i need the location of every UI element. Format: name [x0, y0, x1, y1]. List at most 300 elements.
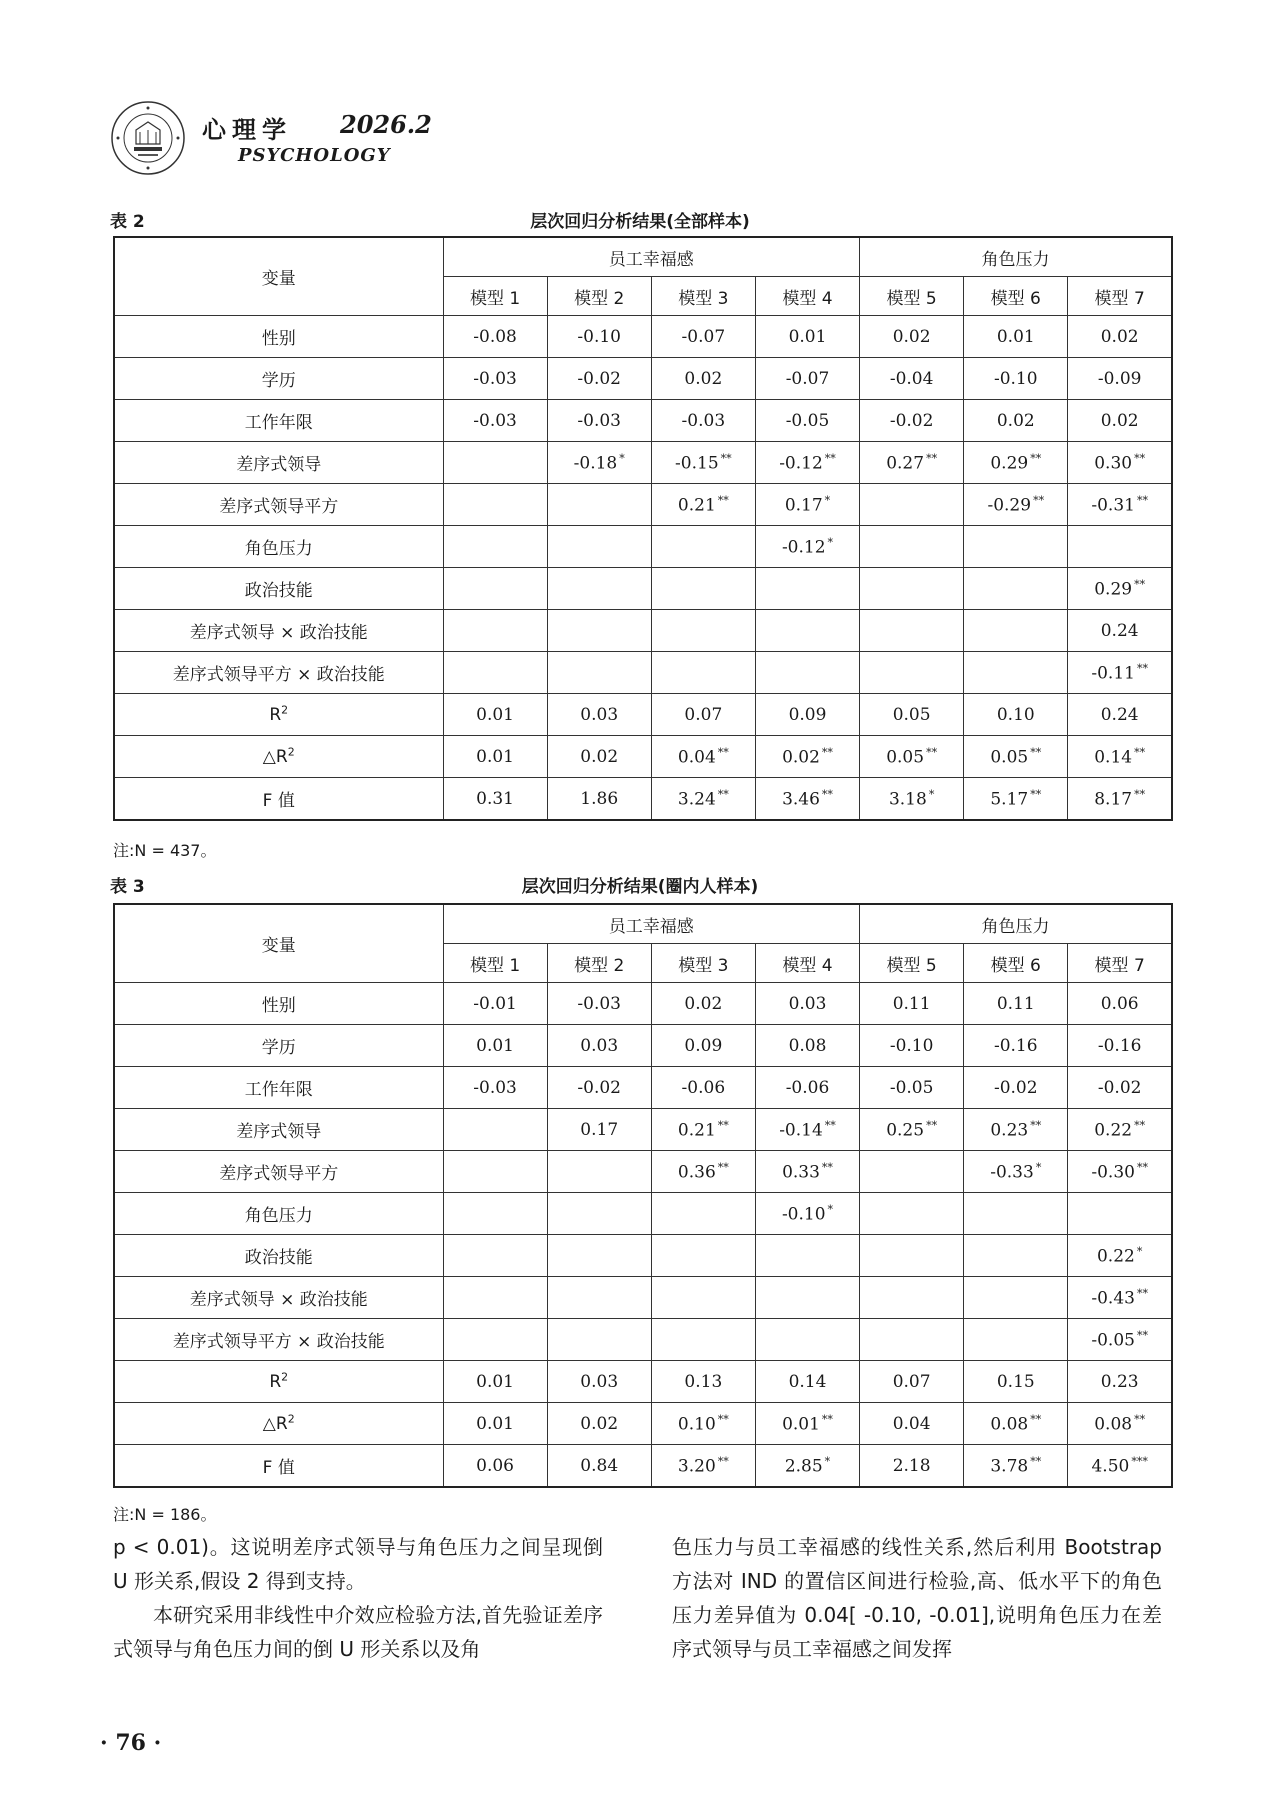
- significance-marker: **: [926, 745, 938, 759]
- row-label: 学历: [114, 1025, 443, 1067]
- table-row: [114, 526, 1172, 568]
- table-row: [114, 1109, 1172, 1151]
- table-cell: 3.46 **: [755, 778, 859, 821]
- table-cell: -0.07: [651, 316, 755, 358]
- table-cell: [860, 652, 964, 694]
- table-cell: -0.12 **: [755, 442, 859, 484]
- significance-marker: **: [824, 451, 836, 465]
- table-cell: -0.02: [547, 358, 651, 400]
- body-right-column: [672, 1530, 1162, 1666]
- table-cell: [755, 1277, 859, 1319]
- table-cell: [860, 1235, 964, 1277]
- row-label: 差序式领导平方: [114, 1151, 443, 1193]
- table-cell: -0.07: [755, 358, 859, 400]
- table-cell: [547, 1319, 651, 1361]
- significance-marker: **: [1136, 1160, 1148, 1174]
- table-cell: [547, 484, 651, 526]
- table-cell: 0.09: [755, 694, 859, 736]
- significance-marker: *: [827, 535, 834, 549]
- table-cell: [547, 526, 651, 568]
- table-cell: 0.09: [651, 1025, 755, 1067]
- table-cell: 0.01 **: [755, 1403, 859, 1445]
- table-cell: 0.02: [1068, 316, 1172, 358]
- table-cell: 1.86: [547, 778, 651, 821]
- model-header-5: 模型 5: [860, 944, 964, 983]
- model-header-2: 模型 2: [547, 944, 651, 983]
- table-cell: 8.17 **: [1068, 778, 1172, 821]
- table-cell: 0.21 **: [651, 484, 755, 526]
- table-cell: -0.02: [964, 1067, 1068, 1109]
- table-cell: -0.14 **: [755, 1109, 859, 1151]
- significance-marker: **: [1136, 1286, 1148, 1300]
- significance-marker: **: [926, 451, 938, 465]
- table-cell: 0.01: [964, 316, 1068, 358]
- table-cell: -0.06: [651, 1067, 755, 1109]
- table-cell: [755, 652, 859, 694]
- table-cell: -0.30 **: [1068, 1151, 1172, 1193]
- significance-marker: **: [1030, 745, 1042, 759]
- row-label: F 值: [114, 1445, 443, 1488]
- table-cell: -0.31 **: [1068, 484, 1172, 526]
- table-cell: [860, 568, 964, 610]
- table-cell: 0.13: [651, 1361, 755, 1403]
- row-label: 政治技能: [114, 568, 443, 610]
- significance-marker: *: [1035, 1160, 1042, 1174]
- table-cell: [964, 568, 1068, 610]
- table-cell: 0.23: [1068, 1361, 1172, 1403]
- table-cell: [651, 652, 755, 694]
- table2-group-role-stress: 角色压力: [860, 237, 1172, 277]
- table-row: [114, 610, 1172, 652]
- table-cell: -0.18 *: [547, 442, 651, 484]
- table-cell: 0.21 **: [651, 1109, 755, 1151]
- table-row: [114, 1361, 1172, 1403]
- table-cell: 0.01: [443, 1361, 547, 1403]
- table-cell: -0.03: [443, 358, 547, 400]
- table-cell: 3.18 *: [860, 778, 964, 821]
- significance-marker: **: [821, 1412, 833, 1426]
- table-cell: [1068, 526, 1172, 568]
- table-cell: -0.03: [547, 983, 651, 1025]
- table3-group-role-stress: 角色压力: [860, 904, 1172, 944]
- table-cell: [443, 1235, 547, 1277]
- table-cell: 3.20 **: [651, 1445, 755, 1488]
- table-cell: [964, 1319, 1068, 1361]
- significance-marker: **: [717, 787, 729, 801]
- table-cell: [651, 1319, 755, 1361]
- table-cell: 0.08 **: [964, 1403, 1068, 1445]
- table-cell: -0.06: [755, 1067, 859, 1109]
- row-label: 差序式领导 × 政治技能: [114, 1277, 443, 1319]
- table-cell: 0.02: [1068, 400, 1172, 442]
- journal-seal-logo: [110, 100, 186, 176]
- table-row: [114, 400, 1172, 442]
- model-header-3: 模型 3: [651, 277, 755, 316]
- significance-marker: *: [1136, 1244, 1143, 1258]
- table2-body: [114, 316, 1172, 821]
- model-header-7: 模型 7: [1068, 277, 1172, 316]
- significance-marker: **: [717, 493, 729, 507]
- body-paragraph: 色压力与员工幸福感的线性关系,然后利用 Bootstrap 方法对 IND 的置信区间进行检验,高、低水平下的角色压力差异值为 0.04[ -0.10, -0.01],说明角色压力在差序式领导与员工幸福感之间发挥: [672, 1535, 1162, 1661]
- row-label: 学历: [114, 358, 443, 400]
- table-cell: 0.07: [860, 1361, 964, 1403]
- table2-title: 层次回归分析结果(全部样本): [530, 212, 750, 232]
- row-label: 工作年限: [114, 400, 443, 442]
- significance-marker: **: [1134, 451, 1146, 465]
- significance-marker: *: [619, 451, 625, 465]
- table-cell: -0.29 **: [964, 484, 1068, 526]
- table-row: [114, 1403, 1172, 1445]
- table-cell: 0.02 **: [755, 736, 859, 778]
- table-row: [114, 568, 1172, 610]
- row-label: 差序式领导: [114, 1109, 443, 1151]
- significance-marker: **: [821, 1160, 833, 1174]
- table-cell: 0.01: [443, 736, 547, 778]
- table-cell: [547, 652, 651, 694]
- significance-marker: **: [1136, 661, 1148, 675]
- table-cell: -0.03: [651, 400, 755, 442]
- table-cell: [651, 1235, 755, 1277]
- significance-marker: **: [1030, 787, 1042, 801]
- table2-note: 注:N = 437。: [113, 841, 217, 860]
- significance-marker: **: [717, 1160, 729, 1174]
- table-cell: 0.08 **: [1068, 1403, 1172, 1445]
- table-cell: [964, 1193, 1068, 1235]
- table-cell: 0.17 *: [755, 484, 859, 526]
- table-cell: 2.85 *: [755, 1445, 859, 1488]
- table-cell: 0.03: [547, 694, 651, 736]
- table-row: [114, 778, 1172, 821]
- row-label: $\triangle R^2$: [114, 1403, 443, 1445]
- table-row: [114, 358, 1172, 400]
- row-label: 角色压力: [114, 1193, 443, 1235]
- table-cell: [443, 1109, 547, 1151]
- issue-number: 2026.2: [340, 110, 432, 139]
- table-cell: -0.10: [860, 1025, 964, 1067]
- table-cell: 5.17 **: [964, 778, 1068, 821]
- significance-marker: **: [717, 1412, 729, 1426]
- table-cell: [964, 1277, 1068, 1319]
- table2-var-header: 变量: [114, 237, 443, 316]
- table-cell: 0.10 **: [651, 1403, 755, 1445]
- table-cell: 0.01: [443, 1025, 547, 1067]
- table-cell: -0.05: [860, 1067, 964, 1109]
- significance-marker: **: [1134, 1412, 1146, 1426]
- table-cell: [547, 1151, 651, 1193]
- table-cell: [443, 442, 547, 484]
- table-row: [114, 316, 1172, 358]
- table-cell: 0.30 **: [1068, 442, 1172, 484]
- table-row: [114, 1025, 1172, 1067]
- table-cell: 0.22 **: [1068, 1109, 1172, 1151]
- table-cell: [443, 526, 547, 568]
- row-label: F 值: [114, 778, 443, 821]
- significance-marker: **: [1136, 1328, 1148, 1342]
- table-cell: 0.01: [443, 1403, 547, 1445]
- table-row: [114, 442, 1172, 484]
- significance-marker: **: [717, 745, 729, 759]
- table2-number: 表 2: [110, 212, 145, 232]
- table-cell: [443, 610, 547, 652]
- table-row: [114, 1193, 1172, 1235]
- table-cell: [443, 1277, 547, 1319]
- table-cell: 0.11: [964, 983, 1068, 1025]
- table-cell: 0.03: [755, 983, 859, 1025]
- table-cell: -0.10: [964, 358, 1068, 400]
- significance-marker: **: [1136, 493, 1148, 507]
- table-cell: [964, 1235, 1068, 1277]
- body-paragraph: 本研究采用非线性中介效应检验方法,首先验证差序式领导与角色压力间的倒 U 形关系以及角: [113, 1603, 603, 1661]
- table-cell: 0.02: [547, 1403, 651, 1445]
- table-cell: -0.05: [755, 400, 859, 442]
- table-cell: [651, 568, 755, 610]
- table-cell: [860, 1151, 964, 1193]
- table-cell: 0.01: [443, 694, 547, 736]
- table-cell: [443, 1151, 547, 1193]
- row-label: 差序式领导平方 × 政治技能: [114, 1319, 443, 1361]
- table-cell: 0.03: [547, 1361, 651, 1403]
- significance-marker: **: [1030, 1412, 1042, 1426]
- table-cell: [547, 568, 651, 610]
- model-header-3: 模型 3: [651, 944, 755, 983]
- table-cell: -0.33 *: [964, 1151, 1068, 1193]
- table-cell: 0.02: [547, 736, 651, 778]
- table-cell: [651, 526, 755, 568]
- table-cell: [443, 1319, 547, 1361]
- table-cell: [755, 610, 859, 652]
- table-cell: -0.03: [547, 400, 651, 442]
- significance-marker: **: [1030, 451, 1042, 465]
- significance-marker: **: [1134, 745, 1146, 759]
- table-cell: -0.09: [1068, 358, 1172, 400]
- journal-title-cn: 心理学: [202, 116, 292, 144]
- table-cell: 0.33 **: [755, 1151, 859, 1193]
- significance-marker: **: [926, 1118, 938, 1132]
- table-cell: 0.04: [860, 1403, 964, 1445]
- table-cell: 0.14 **: [1068, 736, 1172, 778]
- table-cell: -0.04: [860, 358, 964, 400]
- page-number: · 76 ·: [100, 1730, 162, 1756]
- table-row: [114, 983, 1172, 1025]
- row-label: 差序式领导平方: [114, 484, 443, 526]
- significance-marker: ***: [1131, 1454, 1148, 1468]
- model-header-6: 模型 6: [964, 944, 1068, 983]
- row-label: 性别: [114, 316, 443, 358]
- row-label: 工作年限: [114, 1067, 443, 1109]
- table-cell: -0.03: [443, 1067, 547, 1109]
- table-cell: -0.03: [443, 400, 547, 442]
- table-cell: 0.29 **: [964, 442, 1068, 484]
- table-cell: [860, 484, 964, 526]
- significance-marker: **: [1134, 1118, 1146, 1132]
- table-cell: [755, 1235, 859, 1277]
- significance-marker: **: [1030, 1454, 1042, 1468]
- table-cell: 0.08: [755, 1025, 859, 1067]
- table-cell: [651, 1193, 755, 1235]
- table-cell: 3.24 **: [651, 778, 755, 821]
- significance-marker: **: [1033, 493, 1045, 507]
- table-row: [114, 1445, 1172, 1488]
- table-cell: -0.15 **: [651, 442, 755, 484]
- table-cell: 3.78 **: [964, 1445, 1068, 1488]
- body-left-column: [113, 1530, 603, 1666]
- table-cell: -0.02: [860, 400, 964, 442]
- table3-number: 表 3: [110, 877, 145, 897]
- table-cell: 0.02: [651, 358, 755, 400]
- table-cell: 0.05: [860, 694, 964, 736]
- table-cell: 0.10: [964, 694, 1068, 736]
- significance-marker: **: [1134, 787, 1146, 801]
- significance-marker: **: [1030, 1118, 1042, 1132]
- significance-marker: **: [717, 1454, 729, 1468]
- table-cell: [1068, 1193, 1172, 1235]
- significance-marker: *: [824, 493, 831, 507]
- table-cell: -0.05 **: [1068, 1319, 1172, 1361]
- model-header-2: 模型 2: [547, 277, 651, 316]
- table-cell: [443, 568, 547, 610]
- table-row: [114, 652, 1172, 694]
- table-cell: -0.16: [1068, 1025, 1172, 1067]
- table-cell: [860, 526, 964, 568]
- table-cell: [755, 568, 859, 610]
- table-cell: -0.16: [964, 1025, 1068, 1067]
- row-label: 角色压力: [114, 526, 443, 568]
- table-row: [114, 1151, 1172, 1193]
- model-header-4: 模型 4: [755, 277, 859, 316]
- table-cell: [860, 1193, 964, 1235]
- table-cell: 0.05 **: [964, 736, 1068, 778]
- table-cell: [964, 526, 1068, 568]
- row-label: 性别: [114, 983, 443, 1025]
- table3-group-wellbeing: 员工幸福感: [443, 904, 860, 944]
- table-cell: [547, 610, 651, 652]
- significance-marker: *: [827, 1202, 834, 1216]
- table-cell: 0.17: [547, 1109, 651, 1151]
- row-label: $\triangle R^2$: [114, 736, 443, 778]
- significance-marker: **: [824, 1118, 836, 1132]
- table3-regression: [113, 903, 1173, 1488]
- table-cell: [860, 610, 964, 652]
- table-cell: 4.50 ***: [1068, 1445, 1172, 1488]
- table-cell: 0.04 **: [651, 736, 755, 778]
- table-row: [114, 736, 1172, 778]
- table3-body: [114, 983, 1172, 1488]
- table-cell: [755, 1319, 859, 1361]
- model-header-1: 模型 1: [443, 277, 547, 316]
- model-header-1: 模型 1: [443, 944, 547, 983]
- table3-var-header: 变量: [114, 904, 443, 983]
- table3-note: 注:N = 186。: [113, 1505, 217, 1524]
- table-row: [114, 1277, 1172, 1319]
- row-label: 差序式领导: [114, 442, 443, 484]
- table-cell: 0.05 **: [860, 736, 964, 778]
- table-cell: -0.01: [443, 983, 547, 1025]
- table-cell: -0.02: [547, 1067, 651, 1109]
- table-cell: [547, 1235, 651, 1277]
- table-cell: 0.07: [651, 694, 755, 736]
- table-cell: 2.18: [860, 1445, 964, 1488]
- row-label: 差序式领导平方 × 政治技能: [114, 652, 443, 694]
- table-cell: 0.36 **: [651, 1151, 755, 1193]
- table-cell: [547, 1277, 651, 1319]
- table-cell: -0.02: [1068, 1067, 1172, 1109]
- table-cell: 0.24: [1068, 694, 1172, 736]
- table-cell: 0.02: [860, 316, 964, 358]
- table-cell: 0.02: [964, 400, 1068, 442]
- row-label: 差序式领导 × 政治技能: [114, 610, 443, 652]
- table-cell: 0.22 *: [1068, 1235, 1172, 1277]
- table-cell: 0.14: [755, 1361, 859, 1403]
- table-cell: 0.06: [1068, 983, 1172, 1025]
- model-header-6: 模型 6: [964, 277, 1068, 316]
- row-label: $R^2$: [114, 1361, 443, 1403]
- table-cell: -0.08: [443, 316, 547, 358]
- table-cell: -0.10 *: [755, 1193, 859, 1235]
- table-cell: [443, 652, 547, 694]
- table-cell: [443, 484, 547, 526]
- table-cell: [860, 1319, 964, 1361]
- significance-marker: **: [821, 745, 833, 759]
- table-cell: [443, 1193, 547, 1235]
- table-cell: 0.23 **: [964, 1109, 1068, 1151]
- table-row: [114, 1067, 1172, 1109]
- table-cell: [651, 610, 755, 652]
- table-cell: 0.24: [1068, 610, 1172, 652]
- table-cell: 0.31: [443, 778, 547, 821]
- table-cell: [860, 1277, 964, 1319]
- significance-marker: **: [821, 787, 833, 801]
- table-row: [114, 1319, 1172, 1361]
- table-cell: [964, 652, 1068, 694]
- table-cell: 0.02: [651, 983, 755, 1025]
- significance-marker: *: [824, 1454, 831, 1468]
- table-cell: 0.01: [755, 316, 859, 358]
- table-row: [114, 1235, 1172, 1277]
- row-label: 政治技能: [114, 1235, 443, 1277]
- table-cell: 0.84: [547, 1445, 651, 1488]
- body-paragraph: p < 0.01)。这说明差序式领导与角色压力之间呈现倒 U 形关系,假设 2 得到支持。: [113, 1535, 603, 1593]
- table-cell: -0.43 **: [1068, 1277, 1172, 1319]
- table-cell: 0.15: [964, 1361, 1068, 1403]
- table-cell: 0.27 **: [860, 442, 964, 484]
- table-cell: [964, 610, 1068, 652]
- model-header-7: 模型 7: [1068, 944, 1172, 983]
- significance-marker: *: [928, 787, 935, 801]
- table2-regression: [113, 236, 1173, 821]
- table-cell: 0.25 **: [860, 1109, 964, 1151]
- table-cell: 0.06: [443, 1445, 547, 1488]
- table2-caption: [110, 203, 1170, 233]
- table-cell: -0.11 **: [1068, 652, 1172, 694]
- table-row: [114, 694, 1172, 736]
- table2-group-wellbeing: 员工幸福感: [443, 237, 860, 277]
- journal-title-en: PSYCHOLOGY: [238, 145, 391, 166]
- model-header-4: 模型 4: [755, 944, 859, 983]
- table-cell: [651, 1277, 755, 1319]
- table3-title: 层次回归分析结果(圈内人样本): [521, 877, 759, 897]
- table-cell: -0.12 *: [755, 526, 859, 568]
- table-cell: 0.03: [547, 1025, 651, 1067]
- table-cell: 0.11: [860, 983, 964, 1025]
- row-label: $R^2$: [114, 694, 443, 736]
- significance-marker: **: [720, 451, 732, 465]
- table-cell: [547, 1193, 651, 1235]
- table3-caption: [110, 868, 1170, 898]
- significance-marker: **: [1134, 577, 1146, 591]
- table-row: [114, 484, 1172, 526]
- model-header-5: 模型 5: [860, 277, 964, 316]
- significance-marker: **: [717, 1118, 729, 1132]
